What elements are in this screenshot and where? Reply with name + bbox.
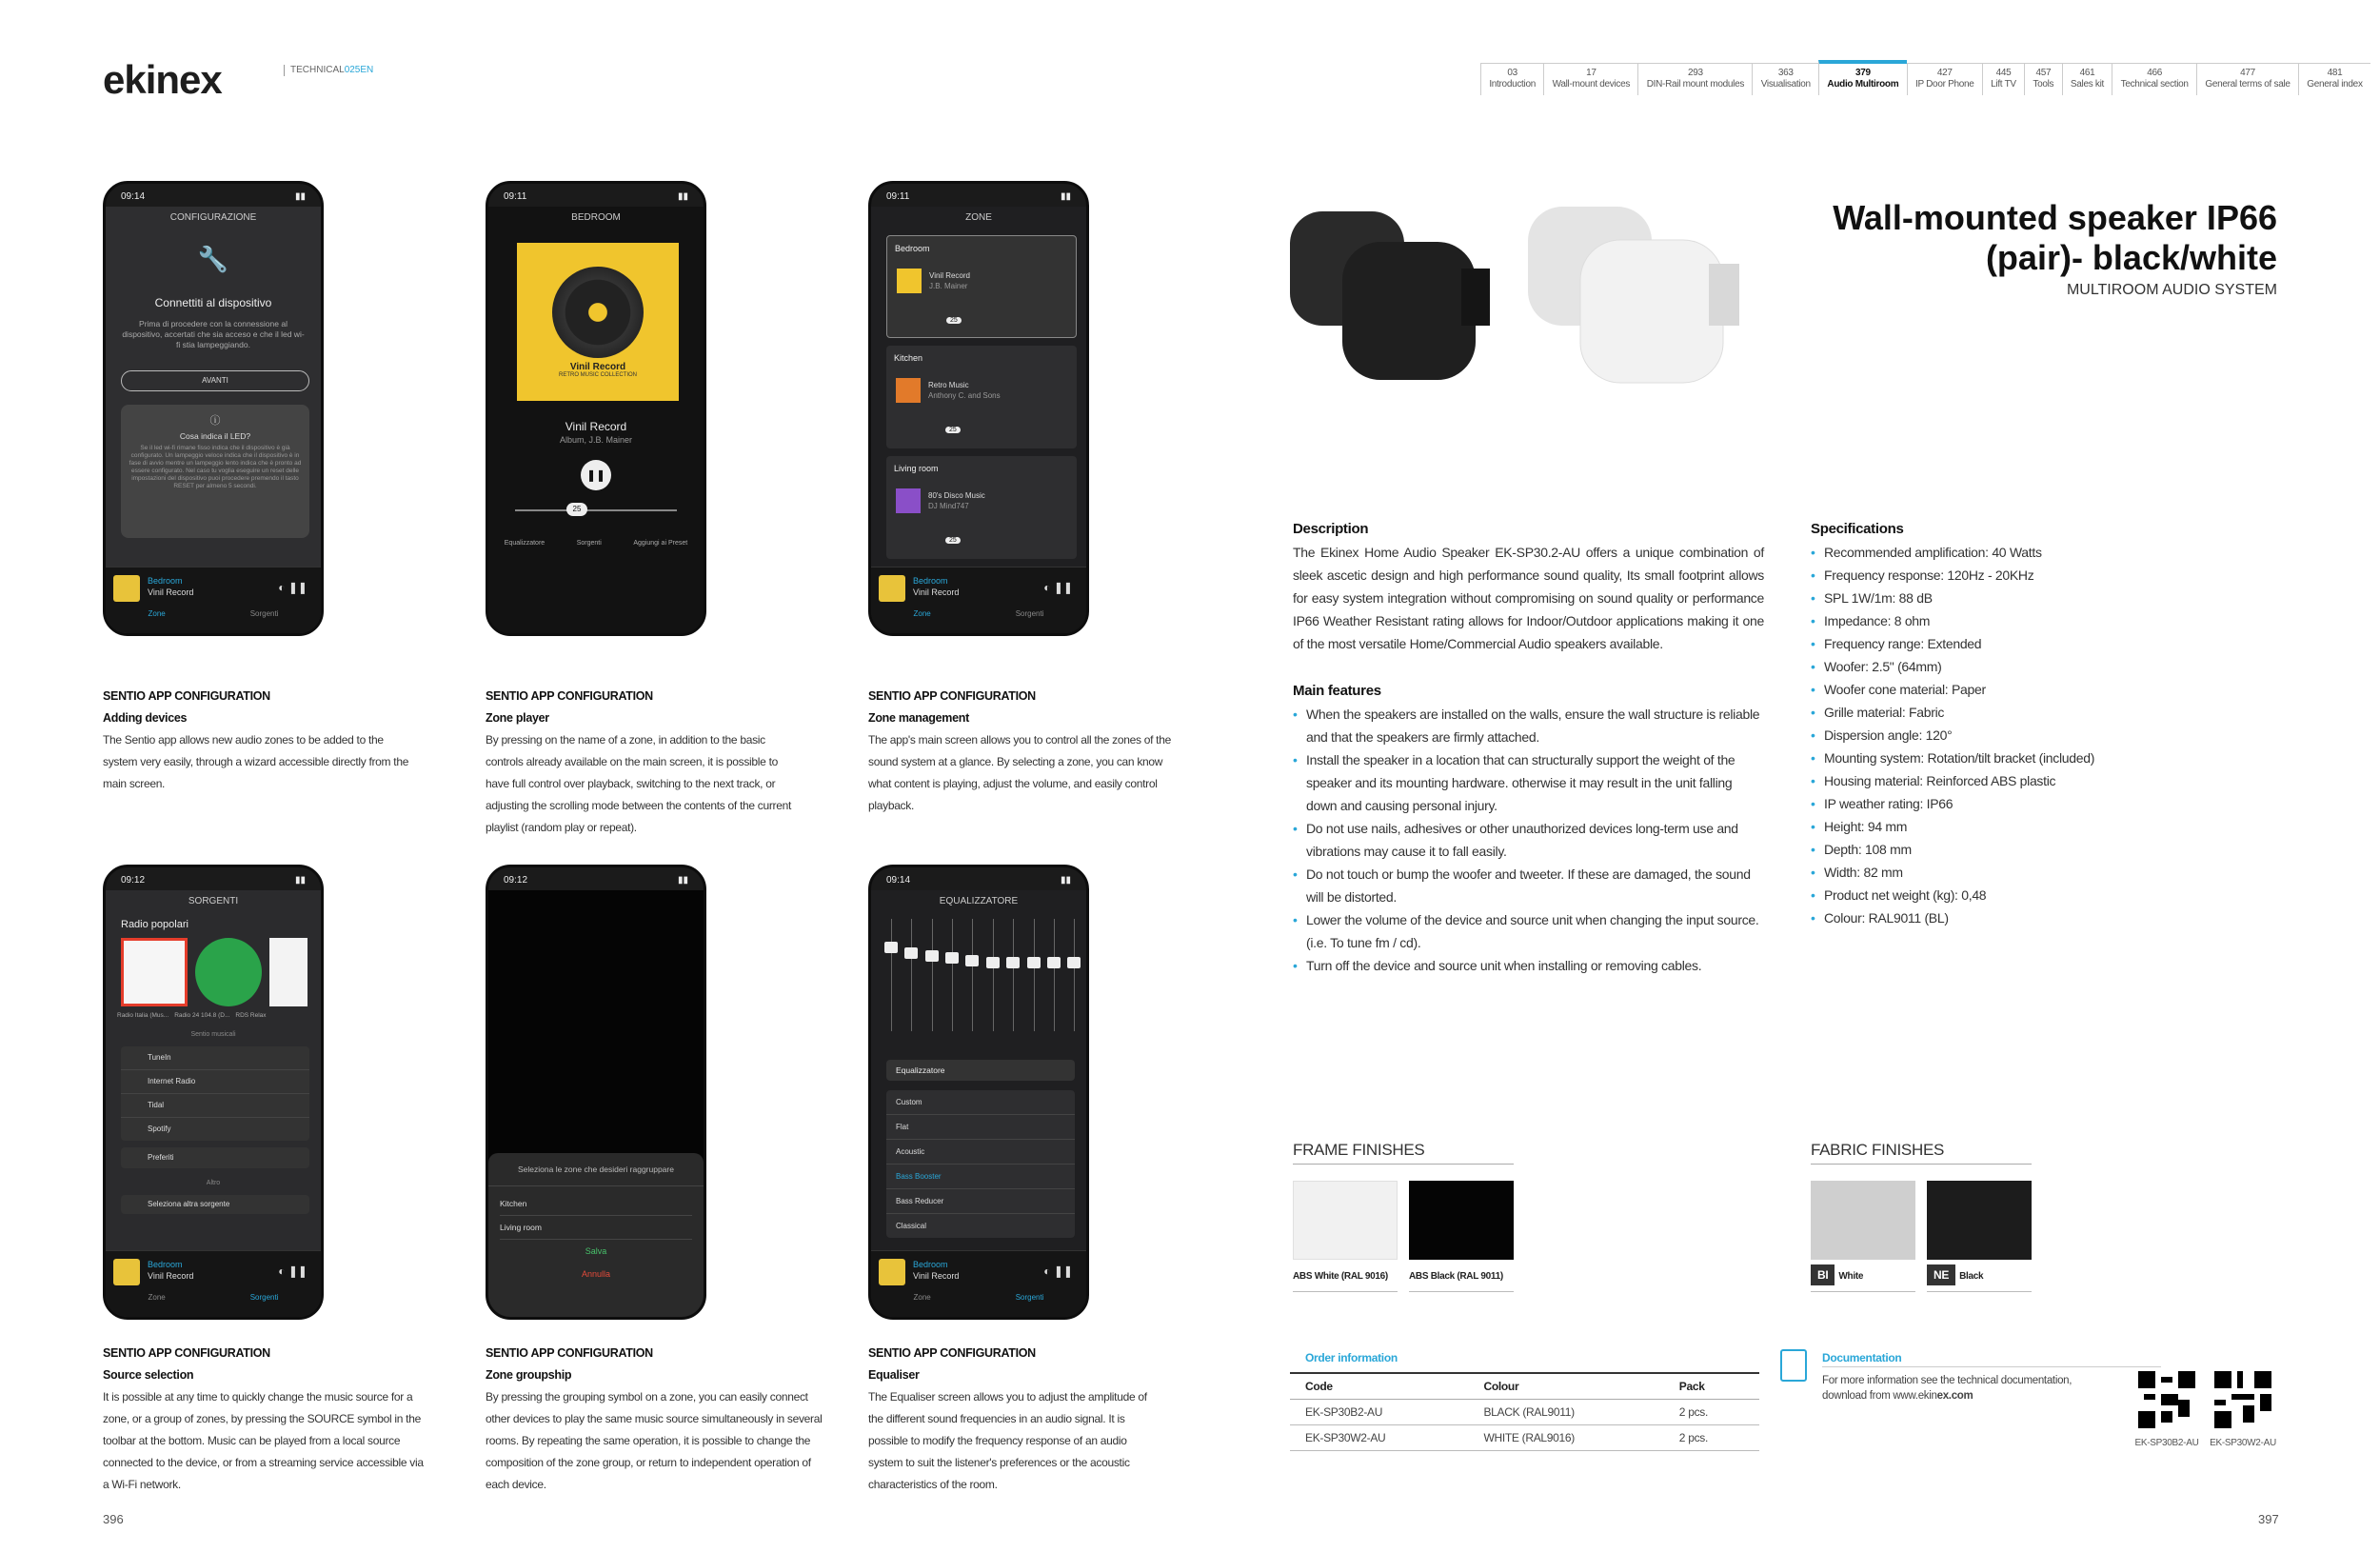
- specifications-heading: Specifications: [1811, 521, 1904, 537]
- nav-lift-tv[interactable]: [1982, 64, 2024, 95]
- track-title: Vinil Record: [565, 420, 627, 433]
- nav-wall-mount[interactable]: [1543, 64, 1637, 95]
- frame-white-label: ABS White (RAL 9016): [1293, 1266, 1398, 1292]
- info-body: Se il led wi-fi rimane fisso indica che il dispositivo è già configurato. Un lampeggio veloce indica che il dispositivo è in fase di avvio mentre un lampeggio lento indica che è pronto ad essere configurato. Nel caso tu voglia eseguire un reset delle impostazioni del dispositivo puoi procedere premendo il tasto RESET per almeno 5 secondi.: [129, 445, 302, 489]
- battery-icon: ▮▮: [1060, 191, 1071, 202]
- eq-slider-knob[interactable]: [925, 950, 939, 962]
- status-time: 09:14: [886, 875, 911, 886]
- radio-name: Radio Italia (Mus...: [117, 1012, 169, 1019]
- nav-technical-section[interactable]: [2112, 64, 2196, 95]
- nav-num: 03: [1507, 68, 1517, 78]
- caption-heading: SENTIO APP CONFIGURATION: [486, 1346, 653, 1360]
- volume-slider[interactable]: [515, 509, 677, 511]
- tab-sources[interactable]: Sorgenti: [1015, 1293, 1044, 1302]
- equalizer-toggle[interactable]: Equalizzatore: [886, 1060, 1075, 1081]
- phone-configuration: [103, 181, 324, 636]
- cover-subtitle: RETRO MUSIC COLLECTION: [558, 371, 637, 378]
- zone-track: Retro Music: [928, 381, 969, 389]
- caption-subheading: Zone player: [486, 711, 549, 725]
- section-nav: [1480, 63, 2370, 95]
- nav-audio-multiroom[interactable]: [1818, 60, 1907, 95]
- radio-logo[interactable]: [269, 938, 307, 1006]
- white-speaker-front: [1580, 240, 1739, 383]
- zone-art: [896, 488, 921, 513]
- eq-slider-track: [911, 919, 912, 1031]
- tab-zone[interactable]: Zone: [148, 1293, 166, 1302]
- connect-body: Prima di procedere con la connessione al dispositivo, accertati che sia acceso e che il led wi-fi stia lampeggiando.: [122, 319, 305, 349]
- add-preset-button[interactable]: Aggiungi ai Preset: [633, 540, 688, 547]
- spec-item: • Housing material: Reinforced ABS plastic: [1811, 769, 2211, 792]
- mini-track: Vinil Record: [148, 1271, 194, 1281]
- preset-bass-booster[interactable]: Bass Booster: [886, 1165, 1075, 1189]
- phone-sources: [103, 865, 324, 1320]
- zone-name: Bedroom: [895, 244, 930, 253]
- eq-slider-knob[interactable]: [1027, 957, 1041, 968]
- caption-text: By pressing on the name of a zone, in addition to the basic controls already available on the main screen, it is possible to have full control over playback, switching to the next track, or adjusting the scrolling mode between the contents of the current playlist (random play or repeat).: [486, 733, 792, 834]
- preset-classical[interactable]: Classical: [896, 1222, 927, 1230]
- order-heading: Order information: [1305, 1351, 1398, 1364]
- frame-black-label: ABS Black (RAL 9011): [1409, 1266, 1514, 1292]
- swatch-white-frame: [1293, 1181, 1398, 1260]
- zone-name: Living room: [894, 464, 939, 473]
- save-button[interactable]: Salva: [585, 1246, 607, 1256]
- nav-label: DIN-Rail mount modules: [1646, 79, 1745, 90]
- radio-name: Radio 24 104.8 (D...: [174, 1012, 230, 1019]
- zone-volume[interactable]: 25: [946, 317, 962, 324]
- zone-artist: DJ Mind747: [928, 502, 969, 510]
- pause-icon[interactable]: ◐ ❚❚: [1043, 1264, 1073, 1278]
- doc-line-2: download from www.ekin: [1822, 1390, 1937, 1402]
- fabric-name: Black: [1959, 1271, 1984, 1282]
- info-icon: ⓘ: [209, 415, 221, 427]
- description-block: [1293, 518, 1764, 655]
- group-sheet: [488, 1153, 704, 1317]
- cell-code: EK-SP30W2-AU: [1290, 1425, 1468, 1451]
- preset-bass-reducer[interactable]: Bass Reducer: [886, 1189, 1075, 1214]
- caption-text: The Equaliser screen allows you to adjust the amplitude of the different sound frequencies in an audio signal. It is possible to modify the frequency response of an audio system to suit the listener's preferences or the acoustic characteristics of the room.: [868, 1390, 1147, 1491]
- mini-album-art: [113, 1259, 140, 1285]
- zone-volume[interactable]: 25: [945, 427, 961, 433]
- nav-tools[interactable]: [2024, 64, 2062, 95]
- pause-icon[interactable]: ◐ ❚❚: [1043, 581, 1073, 594]
- nav-label: Technical section: [2120, 79, 2189, 90]
- tab-sources[interactable]: Sorgenti: [1015, 609, 1044, 618]
- zone-track: 80's Disco Music: [928, 491, 985, 500]
- fabric-code: NE: [1927, 1264, 1955, 1285]
- album-cover: [517, 243, 679, 401]
- table-row: [1290, 1425, 1759, 1451]
- fabric-name: White: [1838, 1271, 1864, 1282]
- tagline: [284, 65, 373, 76]
- nav-terms-of-sale[interactable]: [2196, 64, 2298, 95]
- mini-track: Vinil Record: [913, 587, 960, 597]
- cell-code: EK-SP30B2-AU: [1290, 1400, 1468, 1425]
- cell-pack: 2 pcs.: [1664, 1400, 1759, 1425]
- mini-album-art: [879, 1259, 905, 1285]
- qr-label-white: EK-SP30W2-AU: [2210, 1438, 2276, 1448]
- source-tunein[interactable]: TuneIn: [121, 1046, 309, 1070]
- eq-slider-track: [1034, 919, 1035, 1031]
- cancel-button[interactable]: Annulla: [581, 1269, 611, 1279]
- zone-name: Kitchen: [894, 353, 923, 363]
- nav-num: 445: [1995, 68, 2012, 78]
- mini-album-art: [879, 575, 905, 602]
- caption-text: By pressing the grouping symbol on a zone, you can easily connect other devices to play the same music source simultaneously in several rooms. By repeating the same operation, it is possible to change the composition of the zone group, or return to independent operation of each device.: [486, 1390, 823, 1491]
- equalizer-sliders[interactable]: [881, 919, 1079, 1041]
- fabric-black-label: [1927, 1264, 2032, 1292]
- nav-num: 293: [1688, 68, 1703, 78]
- screen-title: BEDROOM: [571, 212, 621, 223]
- nav-num: 427: [1936, 68, 1953, 78]
- mini-zone: Bedroom: [148, 1260, 183, 1269]
- source-internet-radio[interactable]: Internet Radio: [121, 1070, 309, 1094]
- eq-slider-track: [1013, 919, 1014, 1031]
- nav-label: Introduction: [1489, 79, 1536, 90]
- spec-item: • Frequency range: Extended: [1811, 632, 2211, 655]
- eq-slider-track: [993, 919, 994, 1031]
- nav-num: 461: [2079, 68, 2095, 78]
- status-time: 09:11: [886, 191, 910, 202]
- screen-title: CONFIGURAZIONE: [169, 212, 257, 223]
- order-table: [1290, 1372, 1759, 1451]
- zone-artist: Anthony C. and Sons: [928, 391, 1001, 400]
- preset-custom[interactable]: Custom: [886, 1090, 1075, 1115]
- description-text: The Ekinex Home Audio Speaker EK-SP30.2-AU offers a unique combination of sleek ascetic design and high performance sound quality, Its small footprint allows for easy system integration without compromising on sound quality or performance IP66 Weather Resistant rating allows for Indoor/Outdoor applications making it one of the most versatile Home/Commercial Audio speakers available.: [1293, 545, 1764, 651]
- col-code: Code: [1290, 1373, 1468, 1400]
- tab-zone[interactable]: Zone: [913, 609, 931, 618]
- status-time: 09:12: [504, 875, 528, 886]
- phone-zone-management: [868, 181, 1089, 636]
- spec-item: • Product net weight (kg): 0,48: [1811, 884, 2211, 906]
- caption-zone-groupship: [486, 1343, 828, 1496]
- radio-logo[interactable]: [195, 938, 262, 1006]
- document-icon: [1780, 1349, 1807, 1382]
- swatch-white-fabric: [1811, 1181, 1915, 1260]
- zone-card[interactable]: [886, 235, 1077, 338]
- col-pack: Pack: [1664, 1373, 1759, 1400]
- zone-artist: J.B. Mainer: [929, 282, 968, 290]
- track-artist: Album, J.B. Mainer: [559, 435, 633, 445]
- group-zone-living-room[interactable]: Living room: [500, 1216, 692, 1240]
- documentation-heading: Documentation: [1822, 1349, 2161, 1367]
- page-number-left: 396: [103, 1512, 124, 1526]
- caption-subheading: Zone management: [868, 711, 969, 725]
- spec-item: • Colour: RAL9011 (BL): [1811, 906, 2211, 929]
- caption-equaliser: [868, 1343, 1154, 1496]
- next-button[interactable]: AVANTI: [121, 370, 309, 391]
- caption-adding-devices: [103, 686, 417, 795]
- eq-slider-track: [1074, 919, 1075, 1031]
- favorites-item[interactable]: Preferiti: [121, 1147, 309, 1168]
- nav-num: 477: [2240, 68, 2255, 78]
- swatch-black-fabric: [1927, 1181, 2032, 1260]
- nav-din-rail[interactable]: [1637, 64, 1752, 95]
- nav-num: 379: [1854, 68, 1871, 78]
- caption-text: The app's main screen allows you to control all the zones of the sound system at a glance. By selecting a zone, you can know what content is playing, adjust the volume, and easily control playback.: [868, 733, 1171, 812]
- spec-item: • Width: 82 mm: [1811, 861, 2211, 884]
- nav-sales-kit[interactable]: [2062, 64, 2112, 95]
- fabric-white-label: [1811, 1264, 1915, 1292]
- nav-label: Audio Multiroom: [1827, 79, 1899, 90]
- nav-label: Visualisation: [1760, 79, 1811, 90]
- nav-label: General index: [2307, 79, 2363, 90]
- eq-slider-knob[interactable]: [965, 955, 979, 966]
- caption-subheading: Zone groupship: [486, 1368, 572, 1382]
- battery-icon: ▮▮: [677, 875, 688, 886]
- status-time: 09:12: [121, 875, 146, 886]
- nav-label: Sales kit: [2070, 79, 2104, 90]
- mini-player[interactable]: [871, 1250, 1086, 1317]
- qr-code-white[interactable]: [2214, 1371, 2271, 1428]
- doc-line-1: For more information see the technical documentation,: [1822, 1375, 2073, 1386]
- specifications-block: [1811, 518, 2211, 929]
- spec-item: • Recommended amplification: 40 Watts: [1811, 541, 2211, 564]
- spec-item: • Grille material: Fabric: [1811, 701, 2211, 724]
- eq-slider-track: [891, 919, 892, 1031]
- title-line-2: (pair)- black/white: [1985, 238, 2277, 277]
- spec-item: • Woofer cone material: Paper: [1811, 678, 2211, 701]
- product-title: [1790, 198, 2277, 278]
- table-header-row: [1290, 1373, 1759, 1400]
- group-zone-kitchen[interactable]: Kitchen: [500, 1192, 692, 1216]
- spec-item: • Impedance: 8 ohm: [1811, 609, 2211, 632]
- table-row: [1290, 1400, 1759, 1425]
- section-label: Sentio musicali: [190, 1031, 236, 1038]
- doc-link[interactable]: ex.com: [1936, 1390, 1973, 1402]
- feature-item: • Install the speaker in a location that can structurally support the weight of the speaker and its mounting hardware. otherwise it may result in the unit falling down and causing personal injury.: [1293, 748, 1764, 817]
- phone-equaliser: [868, 865, 1089, 1320]
- zone-card[interactable]: [886, 456, 1077, 559]
- mini-player[interactable]: [871, 567, 1086, 633]
- vinyl-icon: [552, 267, 644, 358]
- wrench-icon: 🔧: [197, 245, 229, 273]
- spec-item: • Height: 94 mm: [1811, 815, 2211, 838]
- phone-groupship: [486, 865, 706, 1320]
- mini-player[interactable]: [106, 567, 321, 633]
- mini-zone: Bedroom: [913, 1260, 948, 1269]
- battery-icon: ▮▮: [1060, 875, 1071, 886]
- nav-general-index[interactable]: [2298, 64, 2370, 95]
- feature-item: • Lower the volume of the device and source unit when changing the input source. (i.e. To tune fm / cd).: [1293, 908, 1764, 954]
- caption-subheading: Source selection: [103, 1368, 194, 1382]
- equalizer-button[interactable]: Equalizzatore: [504, 540, 545, 547]
- zone-art: [896, 378, 921, 403]
- ekinex-logo: ekinex: [103, 57, 222, 102]
- eq-slider-track: [972, 919, 973, 1031]
- documentation-block: [1780, 1349, 2132, 1404]
- phone-zone-player: [486, 181, 706, 636]
- caption-zone-player: [486, 686, 800, 839]
- tagline-b: 025EN: [344, 65, 374, 75]
- nav-label: General terms of sale: [2205, 79, 2291, 90]
- eq-slider-knob[interactable]: [945, 952, 959, 964]
- nav-num: 481: [2327, 68, 2343, 78]
- screen-title: ZONE: [965, 212, 992, 223]
- radio-name: RDS Relax: [235, 1012, 267, 1019]
- tab-sources[interactable]: Sorgenti: [249, 609, 279, 618]
- tagline-a: TECHNICAL: [290, 65, 345, 75]
- spec-item: • Depth: 108 mm: [1811, 838, 2211, 861]
- nav-visualisation[interactable]: [1752, 64, 1818, 95]
- page-number-right: 397: [2258, 1512, 2279, 1526]
- caption-text: It is possible at any time to quickly change the music source for a zone, or a group of zones, by pressing the SOURCE symbol in the toolbar at the bottom. Music can be played from a local source connected to the device, or from a streaming service accessible via a Wi-Fi network.: [103, 1390, 424, 1491]
- spec-item: • SPL 1W/1m: 88 dB: [1811, 587, 2211, 609]
- nav-num: 17: [1586, 68, 1597, 78]
- eq-slider-knob[interactable]: [1047, 957, 1061, 968]
- swatch-black-frame: [1409, 1181, 1514, 1260]
- sources-button[interactable]: Sorgenti: [576, 540, 602, 547]
- caption-zone-management: [868, 686, 1182, 817]
- mini-zone: Bedroom: [148, 576, 183, 586]
- eq-slider-knob[interactable]: [986, 957, 1000, 968]
- caption-subheading: Adding devices: [103, 711, 188, 725]
- pause-icon[interactable]: ◐ ❚❚: [278, 581, 307, 594]
- caption-heading: SENTIO APP CONFIGURATION: [103, 689, 270, 703]
- preset-flat[interactable]: Flat: [886, 1115, 1075, 1140]
- select-source-item[interactable]: Seleziona altra sorgente: [121, 1195, 309, 1214]
- product-subtitle: MULTIROOM AUDIO SYSTEM: [2066, 282, 2277, 298]
- qr-label-black: EK-SP30B2-AU: [2134, 1438, 2199, 1448]
- features-block: [1293, 680, 1764, 977]
- nav-label: IP Door Phone: [1914, 79, 1974, 90]
- caption-text: The Sentio app allows new audio zones to be added to the system very easily, through a wizard accessible directly from the main screen.: [103, 733, 409, 790]
- caption-source-selection: [103, 1343, 431, 1496]
- spec-item: • Mounting system: Rotation/tilt bracket (included): [1811, 747, 2211, 769]
- nav-label: Lift TV: [1991, 79, 2016, 90]
- nav-ip-door-phone[interactable]: [1907, 64, 1982, 95]
- zone-art: [897, 269, 922, 293]
- caption-heading: SENTIO APP CONFIGURATION: [103, 1346, 270, 1360]
- mini-track: Vinil Record: [913, 1271, 960, 1281]
- tab-sources[interactable]: Sorgenti: [249, 1293, 279, 1302]
- cell-colour: WHITE (RAL9016): [1468, 1425, 1663, 1451]
- order-information: [1290, 1349, 1759, 1451]
- source-tidal[interactable]: Tidal: [121, 1094, 309, 1118]
- eq-slider-knob[interactable]: [904, 947, 918, 959]
- group-prompt: Seleziona le zone che desideri raggruppare: [488, 1153, 704, 1186]
- cell-colour: BLACK (RAL9011): [1468, 1400, 1663, 1425]
- zone-card[interactable]: [886, 346, 1077, 448]
- nav-label: Wall-mount devices: [1552, 79, 1631, 90]
- pause-button[interactable]: ❚❚: [581, 460, 611, 490]
- info-title: Cosa indica il LED?: [179, 431, 251, 441]
- screen-title: EQUALIZZATORE: [939, 896, 1019, 906]
- spec-item: • Dispersion angle: 120°: [1811, 724, 2211, 747]
- nav-label: Tools: [2033, 79, 2054, 90]
- pause-icon[interactable]: ◐ ❚❚: [278, 1264, 307, 1278]
- tab-zone[interactable]: Zone: [148, 609, 166, 618]
- frame-finishes-heading: FRAME FINISHES: [1293, 1141, 1514, 1165]
- cell-pack: 2 pcs.: [1664, 1425, 1759, 1451]
- feature-item: • Do not use nails, adhesives or other unauthorized devices long-term use and vibrations may cause it to fall easily.: [1293, 817, 1764, 863]
- screen-title: SORGENTI: [188, 896, 239, 906]
- nav-num: 363: [1777, 68, 1794, 78]
- preset-acoustic[interactable]: Acoustic: [886, 1140, 1075, 1165]
- battery-icon: ▮▮: [677, 191, 688, 202]
- eq-slider-track: [932, 919, 933, 1031]
- features-heading: Main features: [1293, 683, 1381, 699]
- status-time: 09:11: [504, 191, 527, 202]
- mini-player[interactable]: [106, 1250, 321, 1317]
- black-speaker-front: [1342, 242, 1490, 380]
- caption-heading: SENTIO APP CONFIGURATION: [868, 689, 1036, 703]
- feature-item: • Turn off the device and source unit when installing or removing cables.: [1293, 954, 1764, 977]
- led-info-card: [121, 405, 309, 538]
- col-colour: Colour: [1468, 1373, 1663, 1400]
- radio-logo[interactable]: [121, 938, 188, 1006]
- caption-subheading: Equaliser: [868, 1368, 920, 1382]
- spec-item: • Frequency response: 120Hz - 20KHz: [1811, 564, 2211, 587]
- volume-value: 25: [566, 503, 587, 516]
- documentation-text: [1822, 1373, 2132, 1404]
- spec-item: • Woofer: 2.5" (64mm): [1811, 655, 2211, 678]
- mini-track: Vinil Record: [148, 587, 194, 597]
- tab-zone[interactable]: Zone: [913, 1293, 931, 1302]
- mini-zone: Bedroom: [913, 576, 948, 586]
- battery-icon: ▮▮: [294, 875, 306, 886]
- radio-heading: Radio popolari: [121, 919, 188, 930]
- spec-item: • IP weather rating: IP66: [1811, 792, 2211, 815]
- status-time: 09:14: [121, 191, 146, 202]
- eq-slider-knob[interactable]: [884, 942, 898, 953]
- eq-slider-knob[interactable]: [1006, 957, 1020, 968]
- battery-icon: ▮▮: [294, 191, 306, 202]
- qr-code-black[interactable]: [2138, 1371, 2195, 1428]
- feature-item: • When the speakers are installed on the walls, ensure the wall structure is reliable and that the speakers are firmly attached.: [1293, 703, 1764, 748]
- mini-album-art: [113, 575, 140, 602]
- cover-title: Vinil Record: [569, 361, 626, 372]
- caption-heading: SENTIO APP CONFIGURATION: [486, 689, 653, 703]
- speaker-product-image: [1290, 202, 1775, 388]
- section-label: Altro: [206, 1180, 221, 1186]
- eq-slider-track: [952, 919, 953, 1031]
- caption-heading: SENTIO APP CONFIGURATION: [868, 1346, 1036, 1360]
- eq-slider-knob[interactable]: [1067, 957, 1081, 968]
- source-spotify[interactable]: Spotify: [148, 1125, 171, 1133]
- description-heading: Description: [1293, 521, 1369, 537]
- fabric-code: BI: [1811, 1264, 1835, 1285]
- nav-num: 457: [2035, 68, 2052, 78]
- zone-volume[interactable]: 25: [945, 537, 961, 544]
- fabric-finishes-heading: FABRIC FINISHES: [1811, 1141, 2032, 1165]
- nav-num: 466: [2147, 68, 2163, 78]
- zone-track: Vinil Record: [929, 271, 970, 280]
- feature-item: • Do not touch or bump the woofer and tweeter. If these are damaged, the sound will be distorted.: [1293, 863, 1764, 908]
- nav-introduction[interactable]: [1480, 64, 1543, 95]
- eq-slider-track: [1054, 919, 1055, 1031]
- connect-heading: Connettiti al dispositivo: [154, 296, 272, 309]
- title-line-1: Wall-mounted speaker IP66: [1833, 198, 2277, 237]
